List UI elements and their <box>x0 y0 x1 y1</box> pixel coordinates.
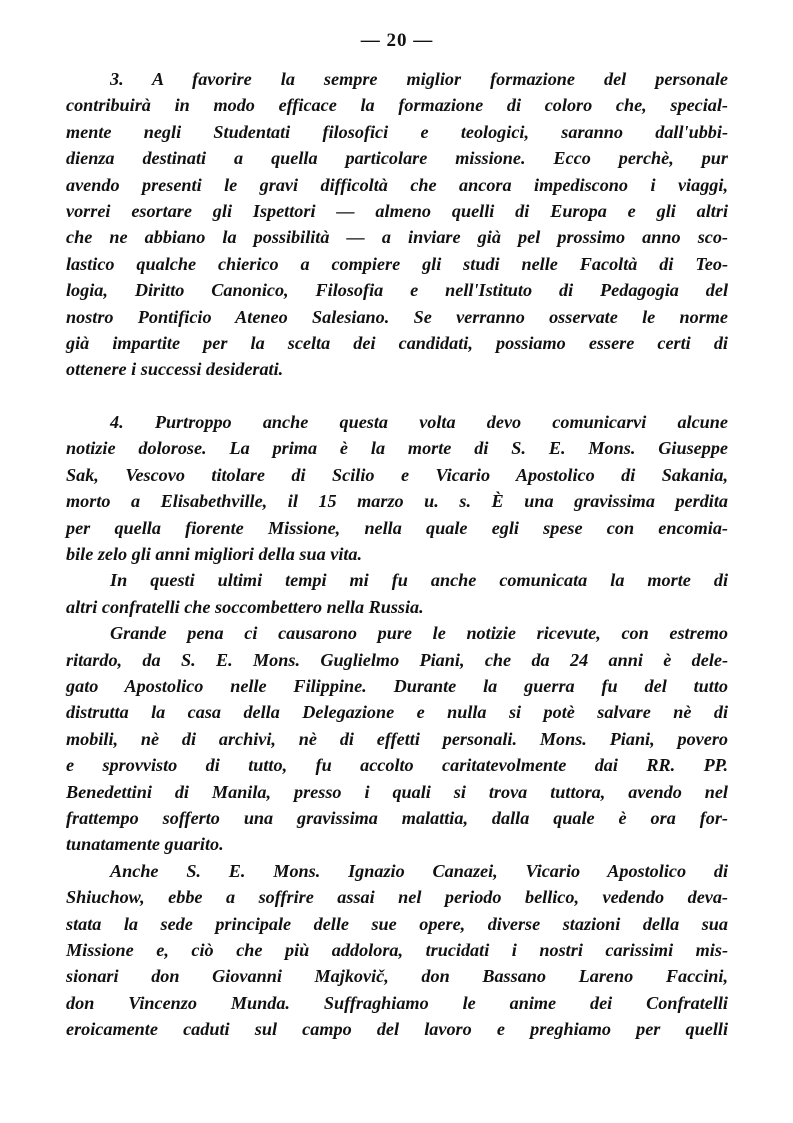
text-line: notizie dolorose. La prima è la morte di S. E. Mons. Giuseppe <box>66 438 728 459</box>
text-line: sionari don Giovanni Majkovič, don Bassano Lareno Faccini, <box>66 966 728 987</box>
text-line: mobili, nè di archivi, nè di effetti personali. Mons. Piani, povero <box>66 728 728 749</box>
text-line: già impartite per la scelta dei candidati, possiamo essere certi di <box>66 333 728 354</box>
text-line: avendo presenti le gravi difficoltà che ancora impediscono i viaggi, <box>66 174 728 195</box>
text-line: don Vincenzo Munda. Suffraghiamo le anime dei Confratelli <box>66 992 728 1013</box>
text-line: mente negli Studentati filosofici e teologici, saranno dall'ubbi- <box>66 121 728 142</box>
text-line: In questi ultimi tempi mi fu anche comunicata la morte di <box>110 570 728 591</box>
text-line: Shiuchow, ebbe a soffrire assai nel periodo bellico, vedendo deva- <box>66 887 728 908</box>
text-line: 4. Purtroppo anche questa volta devo comunicarvi alcune <box>110 411 728 432</box>
text-line: tunatamente guarito. <box>66 834 224 855</box>
text-line: bile zelo gli anni migliori della sua vita. <box>66 543 363 564</box>
text-line: lastico qualche chierico a compiere gli studi nelle Facoltà di Teo- <box>66 253 728 274</box>
text-line: vorrei esortare gli Ispettori — almeno quelli di Europa e gli altri <box>66 201 728 222</box>
text-line: dienza destinati a quella particolare missione. Ecco perchè, pur <box>66 148 728 169</box>
paragraph-4 <box>66 409 728 567</box>
text-line: stata la sede principale delle sue opere, diverse stazioni della sua <box>66 913 728 934</box>
text-line: Missione e, ciò che più addolora, trucidati i nostri carissimi mis- <box>66 940 728 960</box>
text-line: distrutta la casa della Delegazione e nulla si potè salvare nè di <box>66 702 728 723</box>
document-page <box>66 30 728 1043</box>
text-line: 3. A favorire la sempre miglior formazione del personale <box>110 69 728 89</box>
text-line: e sprovvisto di tutto, fu accolto caritatevolmente dai RR. PP. <box>66 755 728 776</box>
text-line: Grande pena ci causarono pure le notizie ricevute, con estremo <box>110 623 728 644</box>
text-line: morto a Elisabethville, il 15 marzo u. s. È una gravissima perdita <box>66 491 728 512</box>
text-line: eroicamente caduti sul campo del lavoro e preghiamo per quelli <box>66 1019 728 1040</box>
text-line: frattempo sofferto una gravissima malattia, dalla quale è ora for- <box>66 807 728 828</box>
text-line: ottenere i successi desiderati. <box>66 359 284 380</box>
text-line: per quella fiorente Missione, nella quale egli spese con encomia- <box>66 517 728 538</box>
text-line: logia, Diritto Canonico, Filosofia e nell'Istituto di Pedagogia del <box>66 280 728 301</box>
text-line: contribuirà in modo efficace la formazione di coloro che, special- <box>66 95 728 116</box>
text-line: ritardo, da S. E. Mons. Guglielmo Piani, che da 24 anni è dele- <box>66 649 728 670</box>
paragraph-spacer <box>66 383 728 409</box>
text-line: gato Apostolico nelle Filippine. Durante la guerra fu del tutto <box>66 675 728 696</box>
text-line: che ne abbiano la possibilità — a inviare già pel prossimo anno sco- <box>66 227 728 248</box>
paragraph-piani <box>66 620 728 858</box>
text-line: Anche S. E. Mons. Ignazio Canazei, Vicario Apostolico di <box>110 860 728 881</box>
text-line: nostro Pontificio Ateneo Salesiano. Se verranno osservate le norme <box>66 306 728 327</box>
paragraph-canazei <box>66 858 728 1043</box>
paragraph-3 <box>66 66 728 383</box>
text-line: Benedettini di Manila, presso i quali si trova tuttora, avendo nel <box>66 781 728 802</box>
text-line: altri confratelli che soccombettero nella Russia. <box>66 596 424 617</box>
paragraph-russia <box>66 567 728 620</box>
text-line: Sak, Vescovo titolare di Scilio e Vicario Apostolico di Sakania, <box>66 464 728 485</box>
page-number: — 20 — <box>360 30 434 51</box>
